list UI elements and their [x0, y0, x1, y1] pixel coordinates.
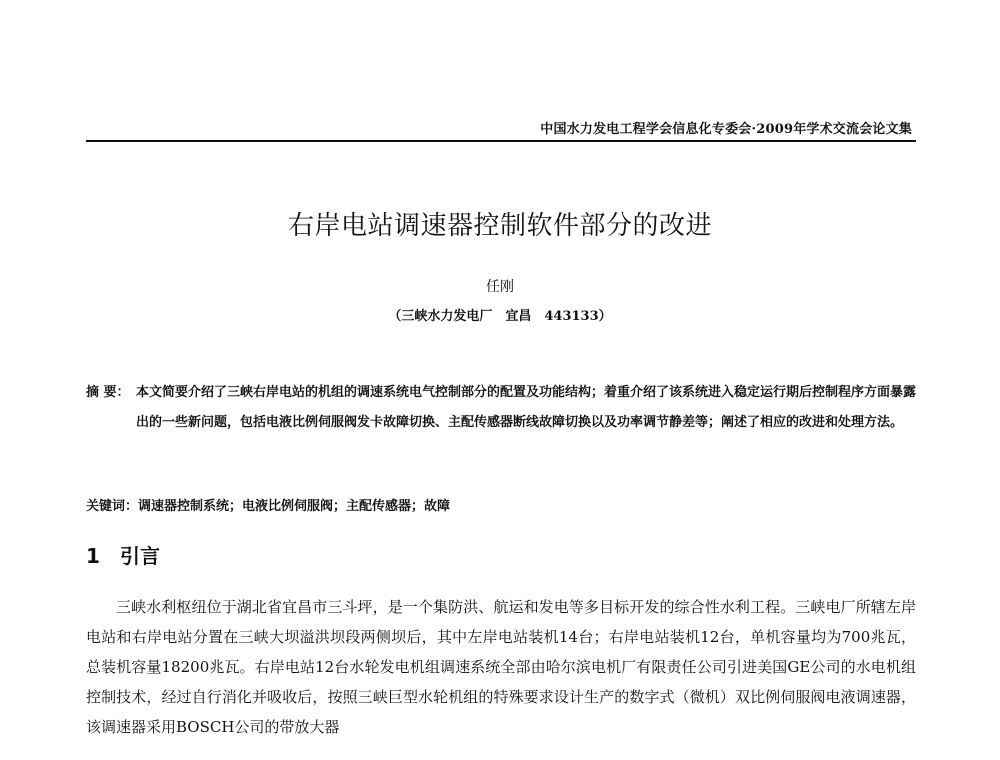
header-rule: [86, 140, 916, 142]
abstract-text: 本文简要介绍了三峡右岸电站的机组的调速系统电气控制部分的配置及功能结构；着重介绍了该系统进入稳定运行期后控制程序方面暴露出的一些新问题，包括电液比例伺服阀发卡故障切换、主配传感器断线故障切换以及功率调节静差等；阐述了相应的改进和处理方法。: [136, 385, 917, 430]
keywords-label: 关键词：: [86, 499, 139, 514]
abstract-label: 摘 要：: [86, 385, 130, 400]
author-name: 任刚: [486, 279, 514, 295]
intro-paragraph: 三峡水利枢纽位于湖北省宜昌市三斗坪，是一个集防洪、航运和发电等多目标开发的综合性水利工程。三峡电厂所辖左岸电站和右岸电站分置在三峡大坝溢洪坝段两侧坝后，其中左岸电站装机14台；右岸电站装机12台，单机容量均为700兆瓦，总装机容量18200兆瓦。右岸电站12台水轮发电机组调速系统全部由哈尔滨电机厂有限责任公司引进美国GE公司的水电机组控制技术，经过自行消化并吸收后，按照三峡巨型水轮机组的特殊要求设计生产的数字式（微机）双比例伺服阀电液调速器，该调速器采用BOSCH公司的带放大器: [86, 598, 916, 736]
author-affiliation: （三峡水力发电厂 宜昌 443133）: [388, 309, 612, 324]
section-number: 1: [86, 544, 100, 568]
keywords-text: 调速器控制系统；电液比例伺服阀；主配传感器；故障: [138, 499, 451, 514]
section-title: 引言: [120, 544, 160, 568]
abstract: [86, 378, 916, 438]
paper-title: 右岸电站调速器控制软件部分的改进: [287, 211, 712, 241]
running-header: 中国水力发电工程学会信息化专委会·2009年学术交流会论文集: [540, 122, 912, 137]
section-heading: [86, 540, 160, 569]
keywords: [86, 495, 916, 514]
